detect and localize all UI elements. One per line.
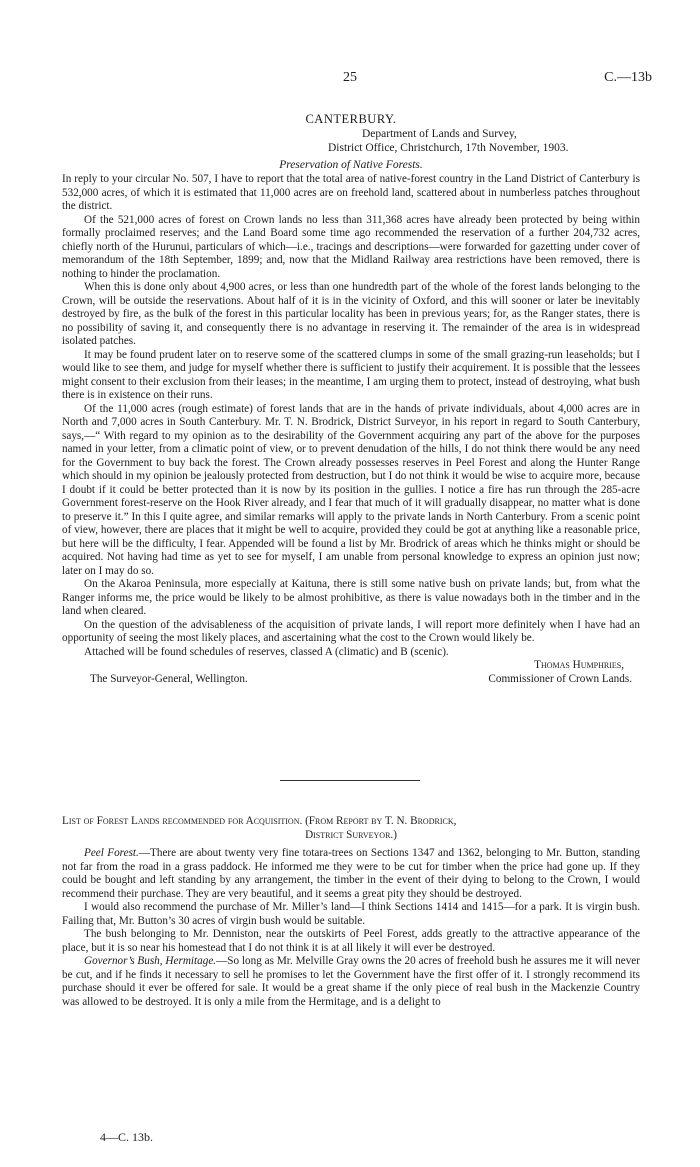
paragraph: In reply to your circular No. 507, I have to report that the total area of native-forest country in the Land District of Canterbury is 532,000 acres, of which it is estimated that 11,000 acres are on freehold land, scattered about in numberless patches throughout the district. bbox=[62, 173, 640, 212]
addressee: The Surveyor-General, Wellington. bbox=[90, 672, 248, 685]
place-heading: CANTERBURY. bbox=[305, 112, 397, 126]
canterbury-report bbox=[62, 112, 640, 686]
paragraph: Governor’s Bush, Hermitage.—So long as Mr. Melville Gray owns the 20 acres of freehold bush he assures me it will never be cut, and if he finds it necessary to sell he promises to let the Government have the first offer of it. I strongly recommend its purchase should it ever be offered for sale. It would be a great shame if the only piece of real bush in the Mackenzie Country was allowed to be destroyed. It is only a mile from the Hermitage, and is a delight to bbox=[62, 955, 640, 1008]
brodrick-list bbox=[62, 815, 640, 1009]
paragraph: On the question of the advisableness of the acquisition of private lands, I will report more definitely when I have had an opportunity of seeing the most likely places, and ascertaining what the cost to the Crown would likely be. bbox=[62, 618, 640, 644]
paragraph: Of the 11,000 acres (rough estimate) of forest lands that are in the hands of private individuals, about 4,000 acres are in North and 7,000 acres in South Canterbury. Mr. T. N. Brodrick, District Surveyor, in his report in regard to South Canterbury, says,—“ With regard to my opinion as to the desirability of the Government acquiring any part of the above for the purposes named in your letter, from a climatic point of view, or to prevent denudation of the hills, I do not think there would be any need for the Government to buy back the forest. The Crown already possesses reserves in Peel Forest and along the Hunter Range which should in my opinion be jealously protected from destruction, but I do not think it would be wise to acquire more, because I doubt if it could be better protected than it is now by its position in the gullies. I notice a fire has run through the 285-acre Government forest-reserve on the Hook River already, and I fear that much of it will gradually disappear, no matter what is done to preserve it.” In this I quite agree, and similar remarks will apply to the private lands in North Canterbury. From a scenic point of view, however, there are places that it might be well to acquire, provided they could be got at anything like a reasonable price, but here will be the difficulty, I fear. Appended will be found a list by Mr. Brodrick of areas which he thinks might or should be acquired. Not having had time as yet to see for myself, I am unable from personal knowledge to express an opinion just now; later on I may do so. bbox=[62, 402, 640, 577]
signatory-title: Commissioner of Crown Lands. bbox=[488, 672, 632, 685]
signatory-name: Thomas Humphries, bbox=[534, 659, 624, 671]
paragraph: When this is done only about 4,900 acres, or less than one hundredth part of the whole of the forest lands belonging to the Crown, will be outside the reservations. About half of it is in the vicinity of Oxford, and this will sooner or later be inevitably destroyed by fire, as the bulk of the forest in this particular locality has been in previous years; for, as the Ranger states, there is no possibility of saving it, and consequently there is no advantage in reserving it. The remainder of the area is in widespread isolated patches. bbox=[62, 281, 640, 347]
signature-row bbox=[62, 673, 640, 687]
page-number: 25 bbox=[343, 70, 357, 85]
section-lead: Peel Forest. bbox=[84, 847, 139, 859]
paragraph: I would also recommend the purchase of Mr. Miller’s land—I think Sections 1414 and 1415—for a park. It is virgin bush. Failing that, Mr. Button’s 30 acres of virgin bush would be suitable. bbox=[62, 901, 640, 927]
section-lead: Governor’s Bush, Hermitage. bbox=[84, 955, 217, 967]
paragraph: The bush belonging to Mr. Denniston, near the outskirts of Peel Forest, adds greatly to the attractive appearance of the place, but it is so near his homestead that I do not think it is at all likely it will ever be destroyed. bbox=[62, 928, 640, 954]
office-date-line: District Office, Christchurch, 17th November, 1903. bbox=[328, 142, 569, 154]
paragraph: Peel Forest.—There are about twenty very fine totara-trees on Sections 1347 and 1362, belonging to Mr. Button, standing not far from the road in a grass paddock. He informed me they were to be cut for timber when the price had gone up. If they could be bought and left standing by any arrangement, the timber in the event of their dying to belong to the Crown, I would recommend their purchase. They are very beautiful, and it seems a great pity they should be destroyed. bbox=[62, 847, 640, 900]
paragraph: It may be found prudent later on to reserve some of the scattered clumps in some of the small grazing-run leaseholds; but I would like to see them, and judge for myself whether there is sufficient to justify their acquirement. It is possible that the lessees might consent to their exclusion from their leases; in the meantime, I am urging them to protect, instead of destroying, what bush there is in existence on their runs. bbox=[62, 348, 640, 401]
paragraph: Of the 521,000 acres of forest on Crown lands no less than 311,368 acres have already been protected by being within formally proclaimed reserves; and the Land Board some time ago recommended the reservation of a further 204,732 acres, chiefly north of the Hurunui, particulars of which—i.e., tracings and descriptions—were forwarded for gazetting under cover of memorandum of the 18th September, 1899; and, now that the Midland Railway area restrictions have been removed, there is nothing to hinder the proclamation. bbox=[62, 213, 640, 280]
dept-line: Department of Lands and Survey, bbox=[362, 128, 517, 140]
list-heading-continued: District Surveyor.) bbox=[305, 828, 397, 841]
subject-line: Preservation of Native Forests. bbox=[279, 159, 423, 171]
section-divider bbox=[280, 780, 420, 781]
paragraph: On the Akaroa Peninsula, more especially at Kaituna, there is still some native bush on private lands; but, from what the Ranger informs me, the price would be likely to be almost prohibitive, as there is value nowadays both in the timber and in the land when cleared. bbox=[62, 578, 640, 617]
parliamentary-paper-code: C.—13b bbox=[604, 70, 652, 85]
list-heading: List of Forest Lands recommended for Acquisition. (From Report by T. N. Brodrick, bbox=[62, 815, 457, 827]
paragraph: Attached will be found schedules of reserves, classed A (climatic) and B (scenic). bbox=[84, 645, 449, 658]
signature-mark: 4—C. 13b. bbox=[100, 1130, 154, 1144]
